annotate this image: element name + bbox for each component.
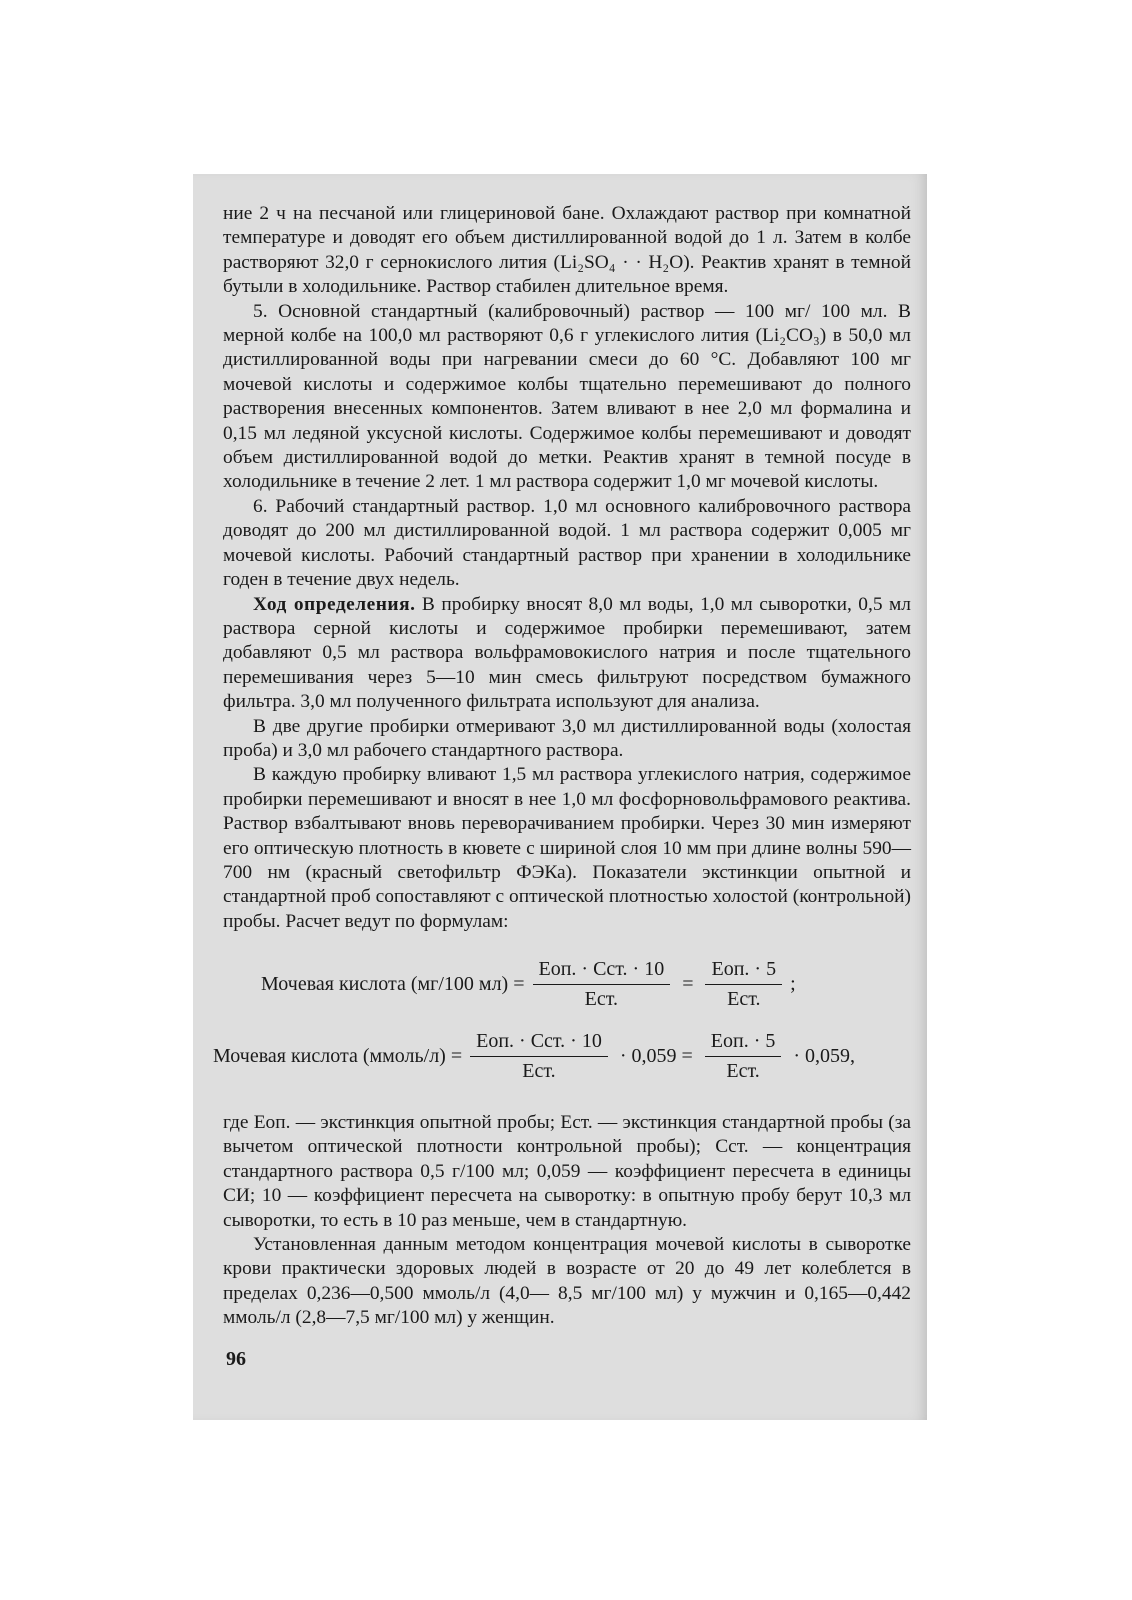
formula-mg-numerator-1: Eоп. · Cст. · 10	[533, 958, 671, 985]
formula-mmol-label: Мочевая кислота (ммоль/л) =	[213, 1045, 463, 1067]
formula-mg-fraction-2	[705, 958, 782, 1011]
paragraph-reagent-end: ние 2 ч на песчаной или глицериновой бане. Охлаждают раствор при комнатной температуре и доводят его объем дистиллированной водой до 1 л. Затем в колбе растворяют 32,0 г сернокислого лития (Li₂SO₄ · · H₂O). Реактив хранят в темной бутыли в холодильнике. Раствор стабилен длительное время.	[223, 203, 911, 298]
formula-mg-end: ;	[790, 973, 796, 995]
paragraph-measurement: В каждую пробирку вливают 1,5 мл раствора углекислого натрия, содержимое пробирки перемешивают и вносят в нее 1,0 мл фосфорновольфрамового реактива. Раствор взбалтывают вновь переворачиванием пробирки. Через 30 мин измеряют его оптическую плотность в кювете с шириной слоя 10 мм при длине волны 590—700 нм (красный светофильтр ФЭКа). Показатели экстинкции опытной и стандартной проб сопоставляют с оптической плотностью холостой (контрольной) пробы. Расчет ведут по формулам:	[223, 764, 911, 932]
formula-mmol-numerator-2: Eоп. · 5	[705, 1030, 782, 1057]
formula-mmol-end: · 0,059,	[793, 1045, 856, 1067]
paragraph-legend: где Eоп. — экстинкция опытной пробы; Eст. — экстинкция стандартной пробы (за вычетом оптической плотности контрольной пробы); Cст. — концентрация стандартного раствора 0,5 г/100 мл; 0,059 — коэффициент пересчета в единицы СИ; 10 — коэффициент пересчета на сыворотку: в опытную пробу берут 10,3 мл сыворотки, то есть в 10 раз меньше, чем в стандартную.	[223, 1112, 911, 1231]
formula-mmol-denominator-1: Eст.	[522, 1060, 556, 1082]
book-page	[193, 174, 927, 1420]
tail-text	[223, 1111, 911, 1331]
page-number: 96	[226, 1348, 246, 1370]
formula-mg-denominator-1: Eст.	[584, 988, 619, 1010]
formula-mg-fraction-1	[533, 958, 671, 1011]
paragraph-main-standard: 5. Основной стандартный (калибровочный) раствор — 100 мг/ 100 мл. В мерной колбе на 100,0 мл растворяют 0,6 г углекислого лития (Li₂CO₃) в 50,0 мл дистиллированной воды при нагревании смеси до 60 °С. Добавляют 100 мг мочевой кислоты и содержимое колбы тщательно перемешивают до полного растворения внесенных компонентов. Затем вливают в нее 2,0 мл формалина и 0,15 мл ледяной уксусной кислоты. Содержимое колбы перемешивают и доводят объем дистиллированной водой до метки. Реактив хранят в темной посуде в холодильнике в течение 2 лет. 1 мл раствора содержит 1,0 мг мочевой кислоты.	[223, 300, 911, 493]
paragraph-working-standard: 6. Рабочий стандартный раствор. 1,0 мл основного калибровочного раствора доводят до 200 мл дистиллированной водой. 1 мл раствора содержит 0,005 мг мочевой кислоты. Рабочий стандартный раствор при хранении в холодильнике годен в течение двух недель.	[223, 495, 911, 591]
paragraph-procedure	[223, 593, 911, 715]
formula-mmol	[213, 1030, 859, 1083]
formula-mmol-multiplier: · 0,059 =	[619, 1045, 693, 1067]
procedure-heading: Ход определения.	[253, 593, 416, 615]
formula-mmol-fraction-2	[705, 1030, 782, 1083]
paragraph-reference-values: Установленная данным методом концентрация мочевой кислоты в сыворотке крови практически здоровых людей в возрасте от 20 до 49 лет колеблется в пределах 0,236—0,500 ммоль/л (4,0— 8,5 мг/100 мл) у мужчин и 0,165—0,442 ммоль/л (2,8—7,5 мг/100 мл) у женщин.	[223, 1234, 911, 1329]
formula-mg	[261, 958, 796, 1011]
formula-mg-denominator-2: Eст.	[727, 988, 761, 1010]
paragraph-blank-sample: В две другие пробирки отмеривают 3,0 мл дистиллированной воды (холостая проба) и 3,0 мл рабочего стандартного раствора.	[223, 715, 911, 761]
main-text	[223, 202, 911, 934]
formula-mg-label: Мочевая кислота (мг/100 мл) =	[261, 973, 525, 995]
formula-mg-equals: =	[682, 973, 694, 995]
formula-mmol-fraction-1	[470, 1030, 608, 1083]
formula-mg-numerator-2: Eоп. · 5	[705, 958, 782, 985]
formula-mmol-denominator-2: Eст.	[726, 1060, 760, 1082]
procedure-text: В пробирку вносят 8,0 мл воды, 1,0 мл сыворотки, 0,5 мл раствора серной кислоты и содержимое пробирки перемешивают, затем добавляют 0,5 мл раствора вольфрамовокислого натрия и после тщательного перемешивания через 5—10 мин смесь фильтруют посредством бумажного фильтра. 3,0 мл полученного фильтрата используют для анализа.	[223, 593, 911, 713]
formula-mmol-numerator-1: Eоп. · Cст. · 10	[470, 1030, 608, 1057]
